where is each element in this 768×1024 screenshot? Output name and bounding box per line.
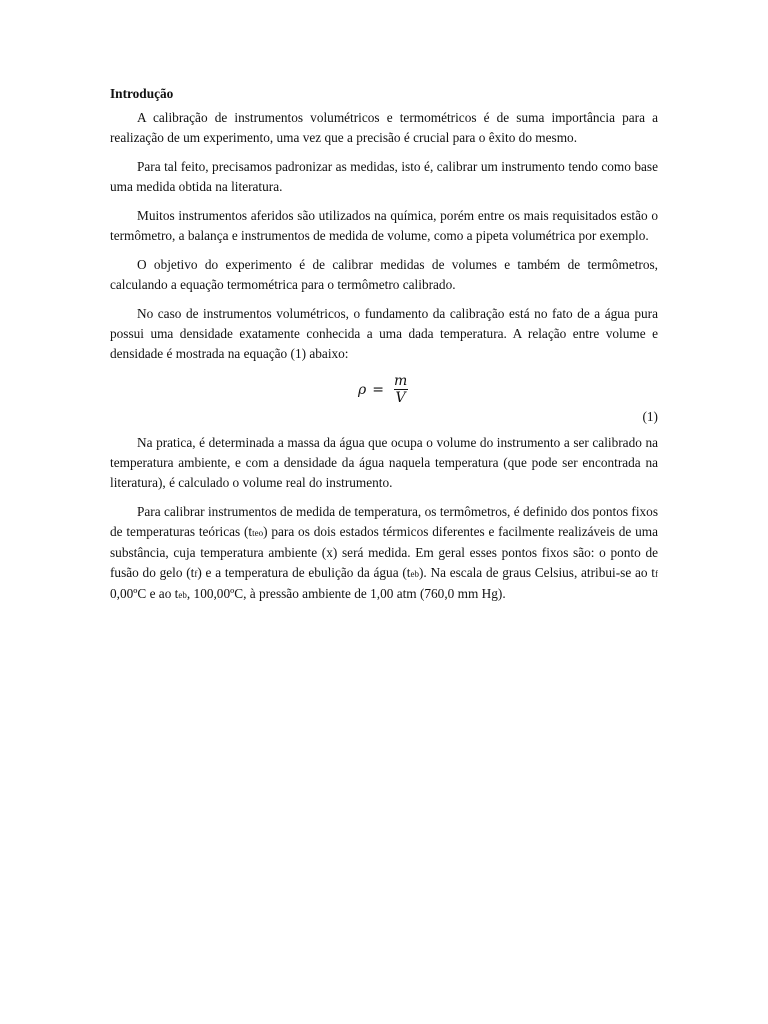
equation-lhs: ρ (358, 381, 367, 398)
paragraph-3: Muitos instrumentos aferidos são utilizados na química, porém entre os mais requisitados estão o termômetro, a balança e instrumentos de medida de volume, como a pipeta volumétrica por exemplo. (110, 208, 658, 243)
paragraph-7 (110, 502, 658, 605)
section-heading: Introdução (110, 86, 174, 101)
equation-numerator: m (393, 373, 408, 389)
subscript-eb-2: eb (178, 590, 187, 600)
paragraph-7-text-2: ) para os dois estados térmicos diferentes e facilmente realizáveis de uma substância, cuja temperatura ambiente (x) será medida. Em geral esses pontos fixos são: o ponto de fusão do gelo (t (110, 524, 659, 580)
density-equation (358, 373, 409, 406)
paragraph-7-text-1: Para calibrar instrumentos de medida de temperatura, os termômetros, é definido dos pontos fixos de temperaturas teóricas (t (110, 504, 658, 539)
paragraph-6: Na pratica, é determinada a massa da água que ocupa o volume do instrumento a ser calibrado na temperatura ambiente, e com a densidade da água naquela temperatura (que pode ser encontrada na literatura), é calculado o volume real do instrumento. (110, 435, 658, 490)
subscript-f-2: f (655, 569, 658, 579)
equation-fraction (392, 373, 409, 406)
equation-block (110, 367, 658, 429)
paragraph-7-text-5: 0,00ºC e ao t (110, 586, 179, 601)
paragraph-7-text-3: ) e a temperatura de ebulição da água (t (197, 565, 411, 580)
paragraph-2: Para tal feito, precisamos padronizar as medidas, isto é, calibrar um instrumento tendo como base uma medida obtida na literatura. (110, 159, 658, 194)
equation-denominator: V (395, 390, 406, 406)
subscript-eb: eb (410, 569, 419, 579)
paragraph-1: A calibração de instrumentos volumétricos e termométricos é de suma importância para a realização de um experimento, uma vez que a precisão é crucial para o êxito do mesmo. (110, 110, 658, 145)
equation-equals-sign: = (372, 381, 384, 398)
paragraph-7-text-6: , 100,00ºC, à pressão ambiente de 1,00 atm (760,0 mm Hg). (186, 586, 506, 601)
paragraph-7-text-4: ). Na escala de graus Celsius, atribui-se ao t (418, 565, 655, 580)
paragraph-5: No caso de instrumentos volumétricos, o fundamento da calibração está no fato de a água pura possui uma densidade exatamente conhecida a uma dada temperatura. A relação entre volume e densidade é mostrada na equação (1) abaixo: (110, 306, 658, 361)
subscript-teo: teo (252, 528, 264, 538)
subscript-f: f (194, 569, 198, 579)
paragraph-4: O objetivo do experimento é de calibrar medidas de volumes e também de termômetros, calculando a equação termométrica para o termômetro calibrado. (110, 257, 658, 292)
equation-number: (1) (642, 409, 658, 424)
